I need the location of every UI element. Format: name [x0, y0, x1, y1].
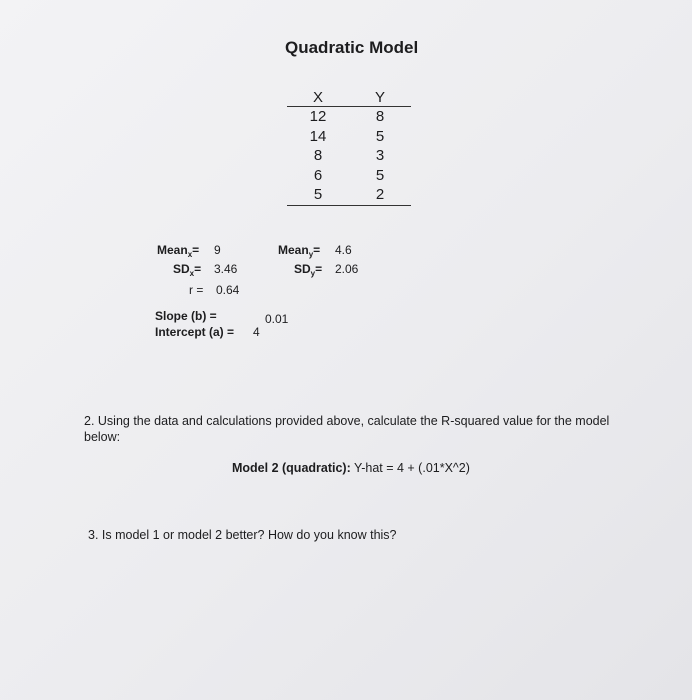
intercept-value: 4: [253, 325, 260, 339]
table-row: [287, 146, 411, 166]
column-header-x: X: [287, 88, 349, 107]
sd-x-value: 3.46: [214, 262, 238, 276]
data-table: [287, 88, 411, 206]
table-row: [287, 127, 411, 147]
question-2-line-2: below:: [84, 430, 121, 444]
table-row: [287, 107, 411, 127]
sd-x-label: $SD_x=$: [173, 262, 202, 278]
question-3: 3. Is model 1 or model 2 better? How do you know this?: [88, 528, 397, 542]
cell-x: 12: [309, 108, 327, 126]
question-2-line-1: 2. Using the data and calculations provided above, calculate the R-squared value for the model: [84, 414, 610, 428]
cell-y: 2: [349, 185, 411, 205]
cell-y: 3: [375, 147, 385, 165]
cell-x: 6: [313, 166, 323, 184]
column-header-y: Y: [349, 88, 411, 107]
table-row: [287, 166, 411, 186]
slope-label: Slope (b) =: [155, 309, 217, 323]
table-row: [287, 185, 411, 205]
cell-x: 5: [287, 185, 349, 205]
sd-y-label: $SD_y=$: [294, 262, 323, 278]
mean-x-label: Mean$_x$=: [157, 243, 200, 259]
mean-x-value: 9: [214, 243, 221, 257]
sd-y-value: 2.06: [335, 262, 359, 276]
cell-y: 5: [375, 166, 385, 184]
cell-y: 5: [375, 127, 385, 145]
model-2-formula: Model 2 (quadratic): Y-hat = 4 + (.01*X^2): [232, 461, 470, 475]
cell-y: 8: [375, 108, 385, 126]
r-label: r =: [189, 283, 204, 297]
mean-y-value: 4.6: [335, 243, 352, 257]
table-header-row: [287, 88, 411, 107]
intercept-label: Intercept (a) =: [155, 325, 235, 339]
mean-y-label: Mean$_y$=: [278, 243, 321, 259]
cell-x: 14: [309, 127, 327, 145]
slope-value: 0.01: [265, 312, 289, 326]
page-title: Quadratic Model: [285, 38, 419, 57]
cell-x: 8: [313, 147, 323, 165]
r-value: 0.64: [216, 283, 240, 297]
